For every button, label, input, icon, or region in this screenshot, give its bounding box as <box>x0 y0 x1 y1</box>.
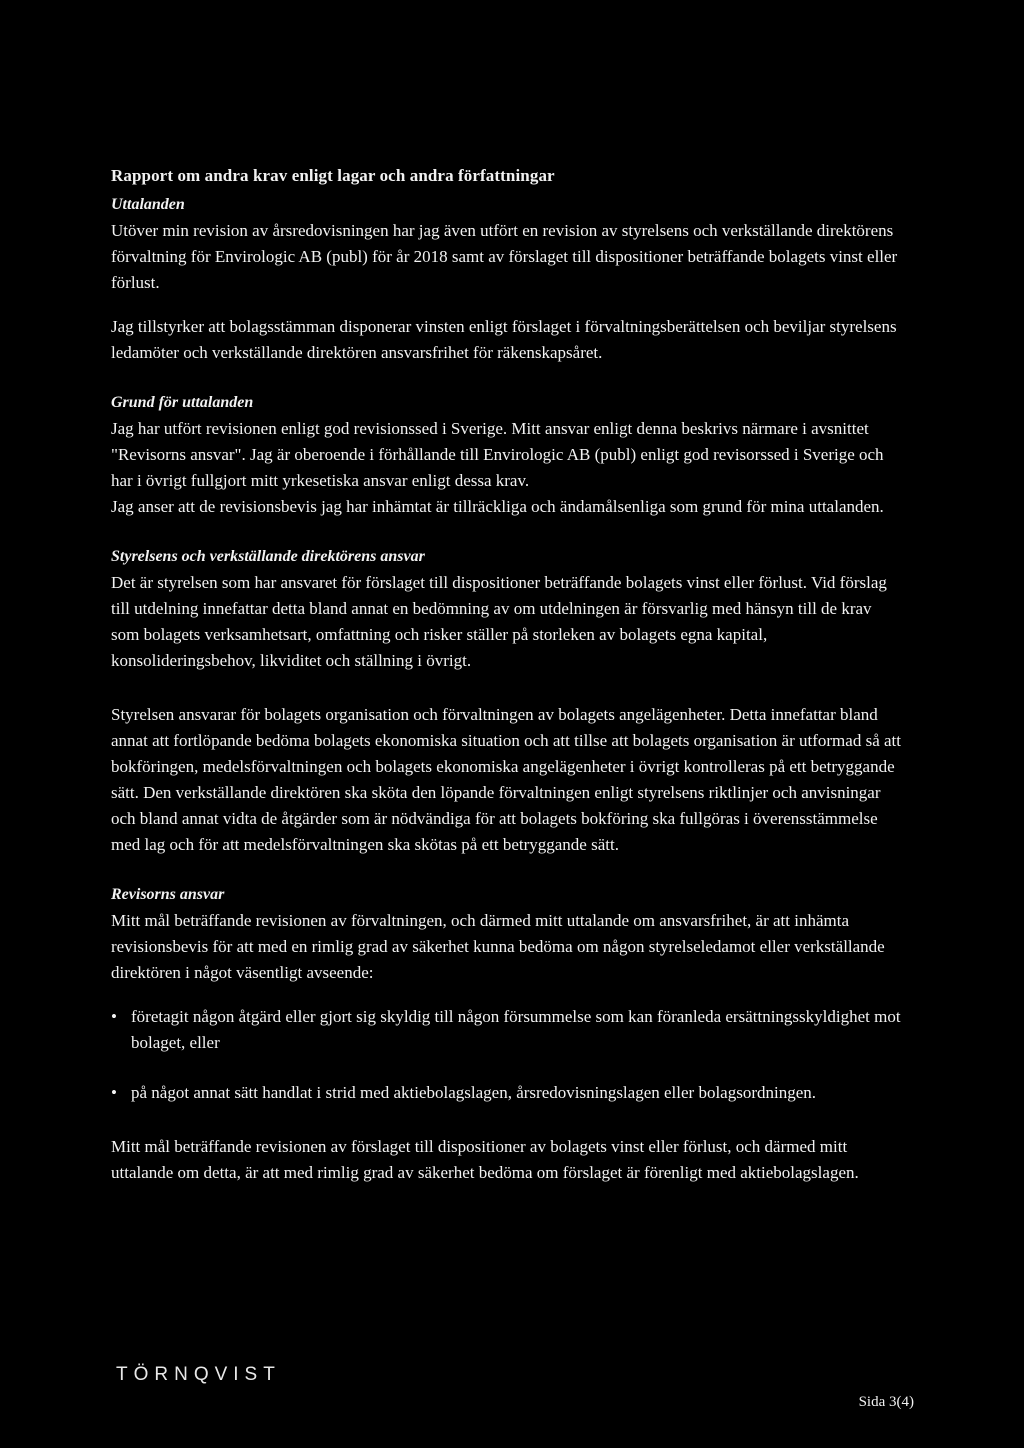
section-title-revisorns-ansvar: Revisorns ansvar <box>111 886 225 903</box>
revisorns-bullet-list <box>111 1004 903 1106</box>
list-item-text: på något annat sätt handlat i strid med aktiebolagslagen, årsredovisningslagen eller bolagsordningen. <box>131 1083 817 1102</box>
list-item <box>111 1080 903 1106</box>
revisorns-paragraph-2: Mitt mål beträffande revisionen av förslaget till dispositioner av bolagets vinst eller förlust, och därmed mitt uttalande om detta, är att med rimlig grad av säkerhet bedöma om förslaget är förenligt med aktiebolagslagen. <box>111 1137 859 1182</box>
grund-paragraph-1: Jag har utfört revisionen enligt god revisionssed i Sverige. Mitt ansvar enligt denna beskrivs närmare i avsnittet "Revisorns ansvar". Jag är oberoende i förhållande till Envirologic AB (publ) enligt god revisorssed i Sverige och har i övrigt fullgjort mitt yrkesetiska ansvar enligt dessa krav. <box>111 419 884 490</box>
bullet-icon: • <box>111 1083 117 1102</box>
list-item <box>111 1004 903 1056</box>
uttalanden-paragraph-1: Utöver min revision av årsredovisningen har jag även utfört en revision av styrelsens och verkställande direktörens förvaltning för Envirologic AB (publ) för år 2018 samt av förslaget till dispositioner beträffande bolagets vinst eller förlust. <box>111 221 898 292</box>
section-title-styrelsens-ansvar: Styrelsens och verkställande direktörens ansvar <box>111 548 425 565</box>
uttalanden-paragraph-2: Jag tillstyrker att bolagsstämman disponerar vinsten enligt förslaget i förvaltningsberättelsen och beviljar styrelsens ledamöter och verkställande direktören ansvarsfrihet för räkenskapsåret. <box>111 317 897 362</box>
report-heading: Rapport om andra krav enligt lagar och andra författningar <box>111 166 555 185</box>
page-number: Sida 3(4) <box>858 1394 914 1410</box>
grund-paragraph-2: Jag anser att de revisionsbevis jag har inhämtat är tillräckliga och ändamålsenliga som grund för mina uttalanden. <box>111 497 884 516</box>
company-logo: TÖRNQVIST <box>116 1364 281 1385</box>
section-title-uttalanden: Uttalanden <box>111 196 185 213</box>
list-item-text: företagit någon åtgärd eller gjort sig skyldig till någon försummelse som kan föranleda ersättningsskyldighet mot bolaget, eller <box>131 1007 901 1052</box>
section-title-grund: Grund för uttalanden <box>111 394 254 411</box>
bullet-icon: • <box>111 1007 117 1026</box>
styrelsens-paragraph-2: Styrelsen ansvarar för bolagets organisation och förvaltningen av bolagets angelägenheter. Detta innefattar bland annat att fortlöpande bedöma bolagets ekonomiska situation och att tillse att bolagets organisation är utformad så att bokföringen, medelsförvaltningen och bolagets ekonomiska angelägenheter i övrigt kontrolleras på ett betryggande sätt. Den verkställande direktören ska sköta den löpande förvaltningen enligt styrelsens riktlinjer och anvisningar och bland annat vidta de åtgärder som är nödvändiga för att bolagets bokföring ska fullgöras i överensstämmelse med lag och för att medelsförvaltningen ska skötas på ett betryggande sätt. <box>111 705 901 854</box>
styrelsens-paragraph-1: Det är styrelsen som har ansvaret för förslaget till dispositioner beträffande bolagets vinst eller förlust. Vid förslag till utdelning innefattar detta bland annat en bedömning av om utdelningen är försvarlig med hänsyn till de krav som bolagets verksamhetsart, omfattning och risker ställer på storleken av bolagets egna kapital, konsolideringsbehov, likviditet och ställning i övrigt. <box>111 573 887 670</box>
revisorns-paragraph-1: Mitt mål beträffande revisionen av förvaltningen, och därmed mitt uttalande om ansvarsfrihet, är att inhämta revisionsbevis för att med en rimlig grad av säkerhet kunna bedöma om någon styrelseledamot eller verkställande direktören i något väsentligt avseende: <box>111 911 885 982</box>
report-body <box>111 166 903 1186</box>
